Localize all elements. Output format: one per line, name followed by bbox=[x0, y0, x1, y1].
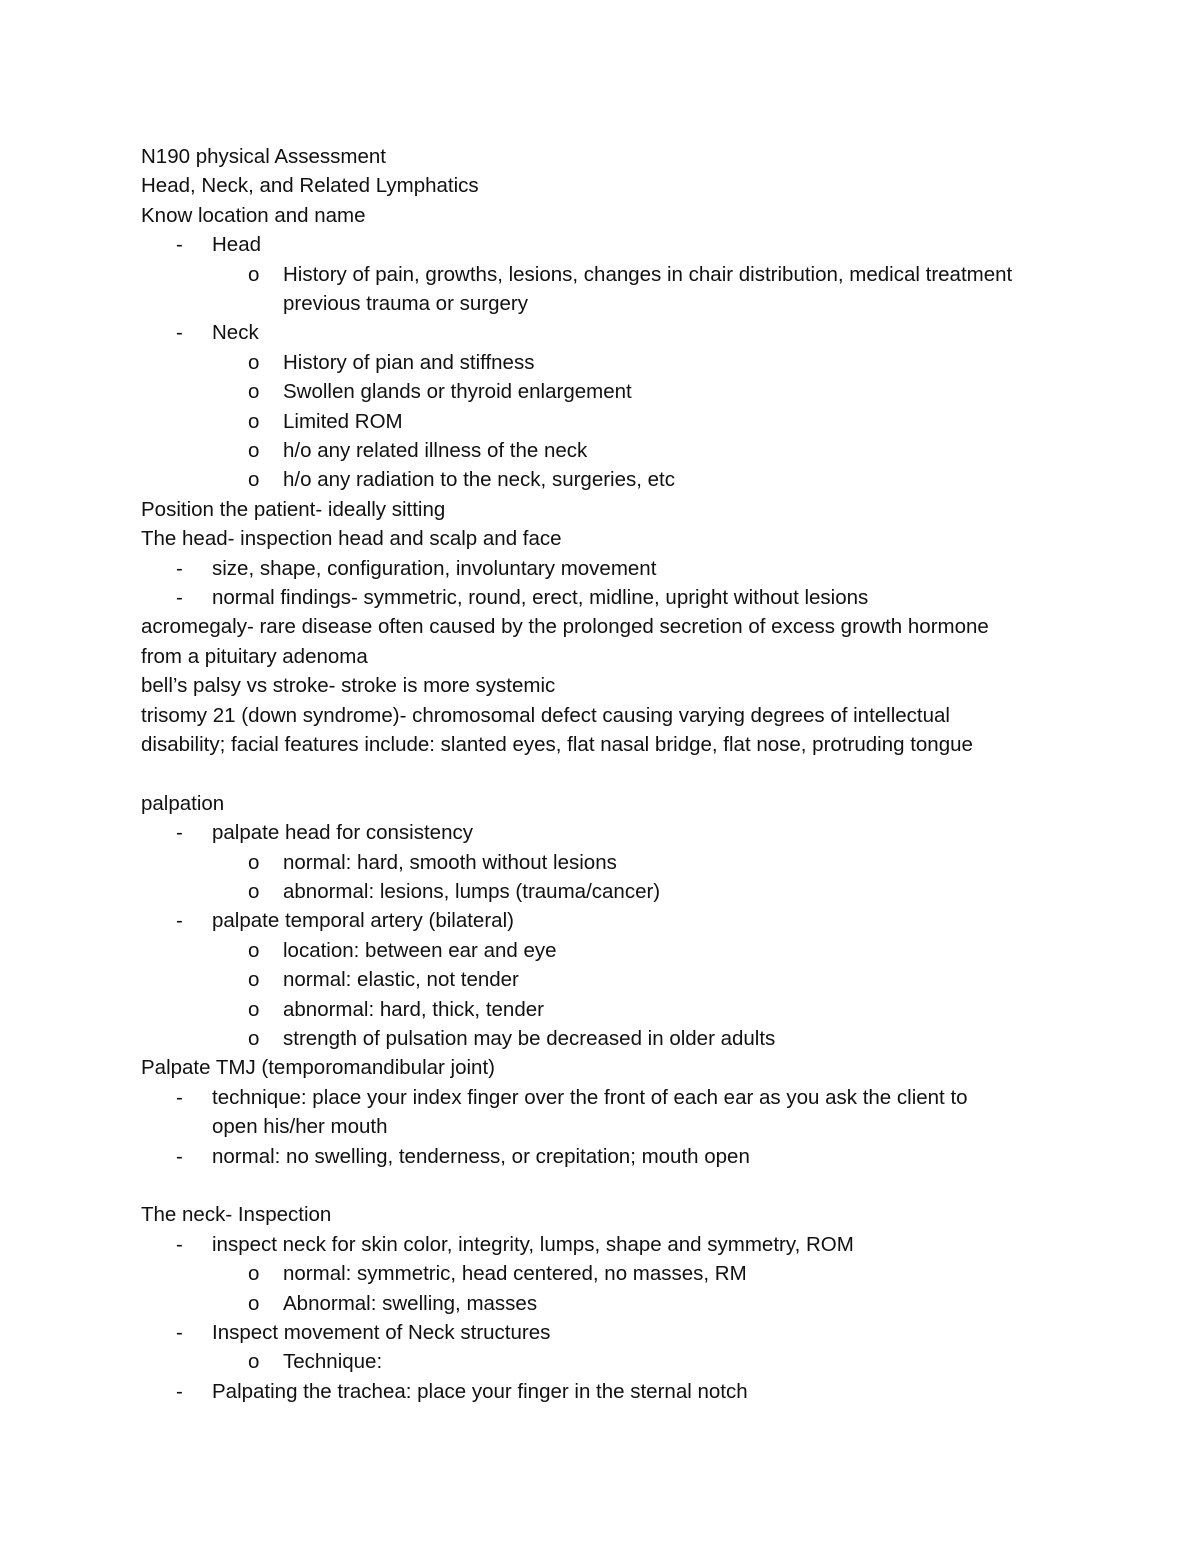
sub-bullet-item: previous trauma or surgery bbox=[283, 292, 528, 315]
text-line: The head- inspection head and scalp and face bbox=[141, 527, 562, 550]
text-line: trisomy 21 (down syndrome)- chromosomal defect causing varying degrees of intellectual bbox=[141, 704, 950, 727]
circle-bullet-marker: o bbox=[248, 1027, 260, 1050]
text-line: acromegaly- rare disease often caused by the prolonged secretion of excess growth hormone bbox=[141, 615, 989, 638]
circle-bullet-marker: o bbox=[248, 998, 260, 1021]
sub-bullet-item: Limited ROM bbox=[283, 410, 403, 433]
sub-bullet-item: strength of pulsation may be decreased in older adults bbox=[283, 1027, 776, 1050]
circle-bullet-marker: o bbox=[248, 410, 260, 433]
sub-bullet-item: History of pian and stiffness bbox=[283, 351, 535, 374]
bullet-item: open his/her mouth bbox=[212, 1115, 388, 1138]
text-line: Head, Neck, and Related Lymphatics bbox=[141, 174, 479, 197]
circle-bullet-marker: o bbox=[248, 439, 260, 462]
circle-bullet-marker: o bbox=[248, 1350, 260, 1373]
bullet-item: normal: no swelling, tenderness, or crepitation; mouth open bbox=[212, 1145, 750, 1168]
dash-bullet-marker: - bbox=[176, 821, 183, 844]
circle-bullet-marker: o bbox=[248, 380, 260, 403]
circle-bullet-marker: o bbox=[248, 263, 260, 286]
sub-bullet-item: h/o any radiation to the neck, surgeries, etc bbox=[283, 468, 676, 491]
dash-bullet-marker: - bbox=[176, 1321, 183, 1344]
sub-bullet-item: normal: symmetric, head centered, no masses, RM bbox=[283, 1262, 747, 1285]
text-line: The neck- Inspection bbox=[141, 1203, 332, 1226]
circle-bullet-marker: o bbox=[248, 939, 260, 962]
sub-bullet-item: h/o any related illness of the neck bbox=[283, 439, 588, 462]
dash-bullet-marker: - bbox=[176, 1380, 183, 1403]
text-line: Palpate TMJ (temporomandibular joint) bbox=[141, 1056, 495, 1079]
bullet-item: Head bbox=[212, 233, 262, 256]
dash-bullet-marker: - bbox=[176, 909, 183, 932]
bullet-item: Palpating the trachea: place your finger in the sternal notch bbox=[212, 1380, 748, 1403]
dash-bullet-marker: - bbox=[176, 321, 183, 344]
circle-bullet-marker: o bbox=[248, 1292, 260, 1315]
bullet-item: Neck bbox=[212, 321, 259, 344]
dash-bullet-marker: - bbox=[176, 233, 183, 256]
sub-bullet-item: History of pain, growths, lesions, changes in chair distribution, medical treatment bbox=[283, 263, 1013, 286]
sub-bullet-item: Abnormal: swelling, masses bbox=[283, 1292, 538, 1315]
circle-bullet-marker: o bbox=[248, 468, 260, 491]
sub-bullet-item: Swollen glands or thyroid enlargement bbox=[283, 380, 632, 403]
circle-bullet-marker: o bbox=[248, 968, 260, 991]
text-line: palpation bbox=[141, 792, 225, 815]
circle-bullet-marker: o bbox=[248, 351, 260, 374]
dash-bullet-marker: - bbox=[176, 557, 183, 580]
bullet-item: technique: place your index finger over the front of each ear as you ask the client to bbox=[212, 1086, 968, 1109]
circle-bullet-marker: o bbox=[248, 1262, 260, 1285]
dash-bullet-marker: - bbox=[176, 1145, 183, 1168]
bullet-item: size, shape, configuration, involuntary movement bbox=[212, 557, 657, 580]
bullet-item: palpate head for consistency bbox=[212, 821, 473, 844]
text-line: Know location and name bbox=[141, 204, 366, 227]
bullet-item: palpate temporal artery (bilateral) bbox=[212, 909, 514, 932]
dash-bullet-marker: - bbox=[176, 586, 183, 609]
bullet-item: Inspect movement of Neck structures bbox=[212, 1321, 551, 1344]
bullet-item: normal findings- symmetric, round, erect, midline, upright without lesions bbox=[212, 586, 869, 609]
circle-bullet-marker: o bbox=[248, 880, 260, 903]
sub-bullet-item: abnormal: lesions, lumps (trauma/cancer) bbox=[283, 880, 661, 903]
circle-bullet-marker: o bbox=[248, 851, 260, 874]
text-line: N190 physical Assessment bbox=[141, 145, 386, 168]
sub-bullet-item: location: between ear and eye bbox=[283, 939, 557, 962]
dash-bullet-marker: - bbox=[176, 1233, 183, 1256]
text-line: disability; facial features include: slanted eyes, flat nasal bridge, flat nose, protruding tongue bbox=[141, 733, 973, 756]
text-line: from a pituitary adenoma bbox=[141, 645, 368, 668]
sub-bullet-item: normal: hard, smooth without lesions bbox=[283, 851, 617, 874]
sub-bullet-item: abnormal: hard, thick, tender bbox=[283, 998, 544, 1021]
sub-bullet-item: Technique: bbox=[283, 1350, 383, 1373]
text-line: Position the patient- ideally sitting bbox=[141, 498, 446, 521]
dash-bullet-marker: - bbox=[176, 1086, 183, 1109]
sub-bullet-item: normal: elastic, not tender bbox=[283, 968, 519, 991]
text-line: bell’s palsy vs stroke- stroke is more systemic bbox=[141, 674, 556, 697]
bullet-item: inspect neck for skin color, integrity, lumps, shape and symmetry, ROM bbox=[212, 1233, 854, 1256]
